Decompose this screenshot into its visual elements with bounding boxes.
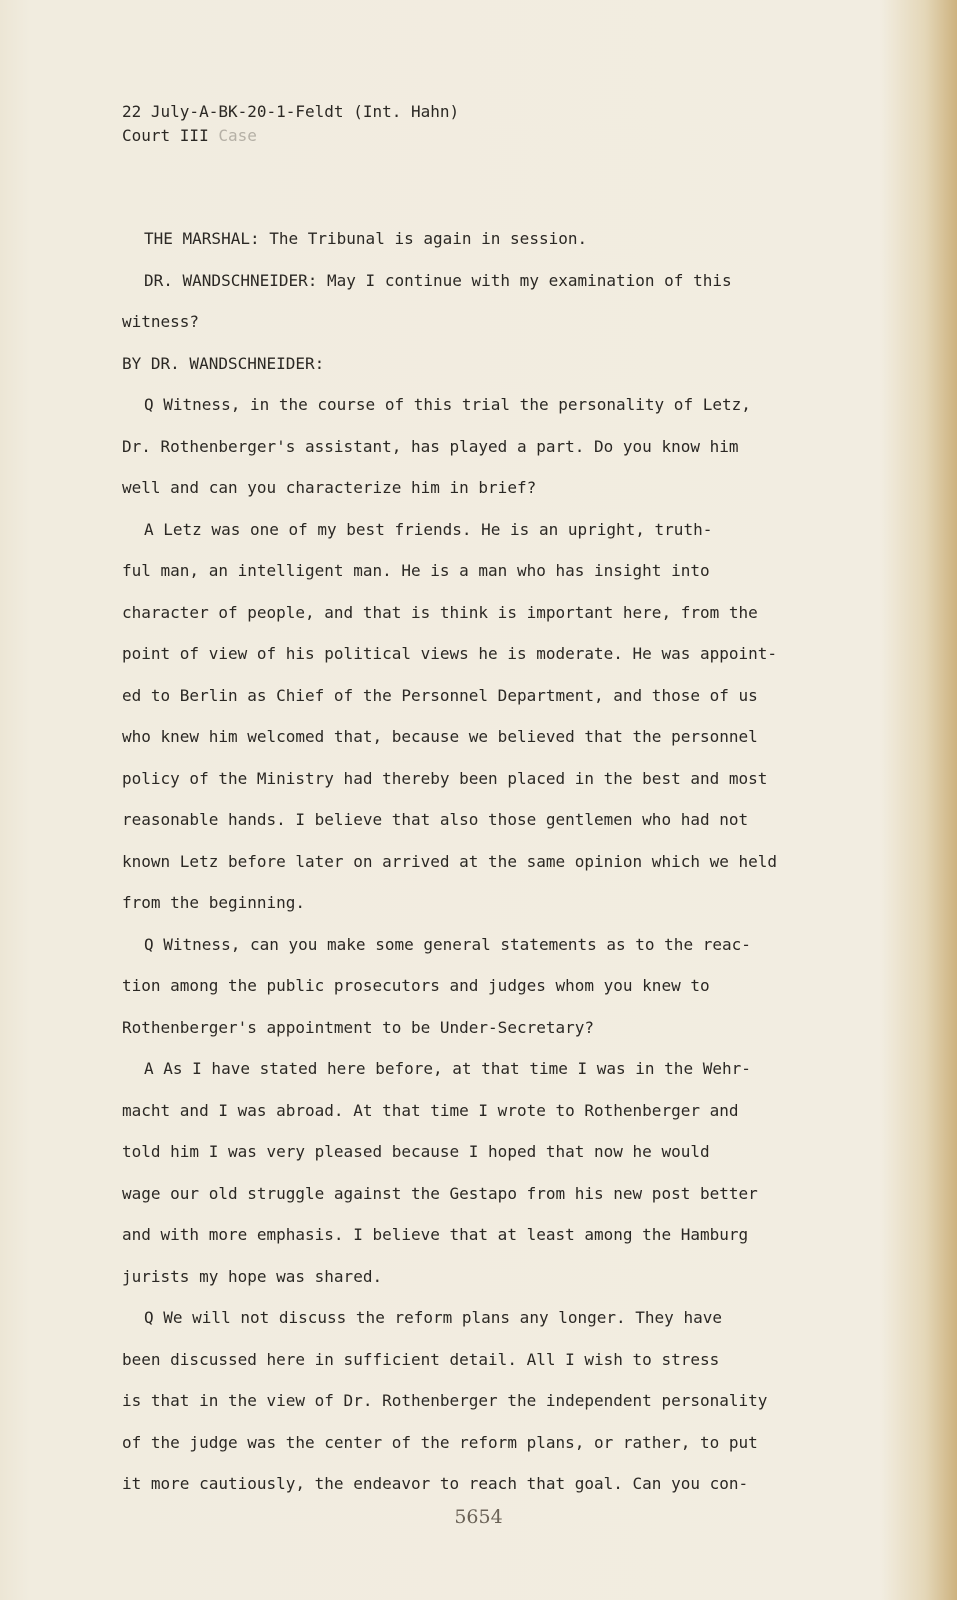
transcript-paragraph [122,260,842,343]
transcript-line: A As I have stated here before, at that time I was in the Wehr- [144,1059,751,1078]
transcript-line: point of view of his political views he is moderate. He was appoint- [122,644,778,663]
transcript-line: is that in the view of Dr. Rothenberger the independent personality [122,1391,768,1410]
transcript-line: character of people, and that is think is important here, from the [122,602,758,622]
header-court-line [122,124,459,148]
case-label-faint: Case [218,126,257,145]
transcript-line: A Letz was one of my best friends. He is an upright, truth- [144,519,713,539]
transcript-paragraph [122,1048,842,1297]
transcript-line: ed to Berlin as Chief of the Personnel Department, and those of us [122,685,758,705]
transcript-body [122,218,842,1505]
transcript-line: BY DR. WANDSCHNEIDER: [122,353,325,373]
transcript-paragraph [122,218,842,260]
transcript-paragraph [122,343,842,385]
transcript-line: been discussed here in sufficient detail. All I wish to stress [122,1349,720,1369]
transcript-line: well and can you characterize him in brief? [122,478,537,497]
transcript-line: wage our old struggle against the Gestapo from his new post better [122,1183,758,1203]
transcript-line: ful man, an intelligent man. He is a man who has insight into [122,561,710,580]
transcript-line: DR. WANDSCHNEIDER: May I continue with my examination of this [144,270,732,290]
transcript-line: Q We will not discuss the reform plans any longer. They have [144,1308,722,1327]
transcript-line: it more cautiously, the endeavor to reach that goal. Can you con- [122,1474,749,1493]
transcript-line: known Letz before later on arrived at the same opinion which we held [122,851,778,871]
transcript-line: who knew him welcomed that, because we believed that the personnel [122,727,758,746]
page-number: 5654 [454,1506,503,1528]
transcript-paragraph [122,1297,842,1505]
transcript-line: Q Witness, can you make some general statements as to the reac- [144,934,751,954]
transcript-line: policy of the Ministry had thereby been placed in the best and most [122,768,768,788]
transcript-line: reasonable hands. I believe that also those gentlemen who had not [122,810,749,829]
transcript-line: told him I was very pleased because I hoped that now he would [122,1142,710,1161]
document-header [122,100,459,148]
transcript-line: tion among the public prosecutors and judges whom you knew to [122,976,710,995]
transcript-line: witness? [122,312,200,331]
header-reference-line: 22 July-A-BK-20-1-Feldt (Int. Hahn) [122,102,460,121]
court-label: Court III [122,126,209,145]
transcript-line: and with more emphasis. I believe that at least among the Hamburg [122,1225,749,1244]
transcript-line: THE MARSHAL: The Tribunal is again in session. [144,229,588,248]
transcript-line: Rothenberger's appointment to be Under-Secretary? [122,1017,595,1037]
transcript-line: macht and I was abroad. At that time I wrote to Rothenberger and [122,1100,739,1120]
transcript-line: Dr. Rothenberger's assistant, has played a part. Do you know him [122,436,739,456]
transcript-line: from the beginning. [122,893,306,912]
transcript-line: jurists my hope was shared. [122,1266,383,1286]
transcript-line: of the judge was the center of the reform plans, or rather, to put [122,1432,758,1452]
transcript-line: Q Witness, in the course of this trial the personality of Letz, [144,395,751,414]
transcript-paragraph [122,384,842,509]
transcript-paragraph [122,924,842,1049]
transcript-paragraph [122,509,842,924]
